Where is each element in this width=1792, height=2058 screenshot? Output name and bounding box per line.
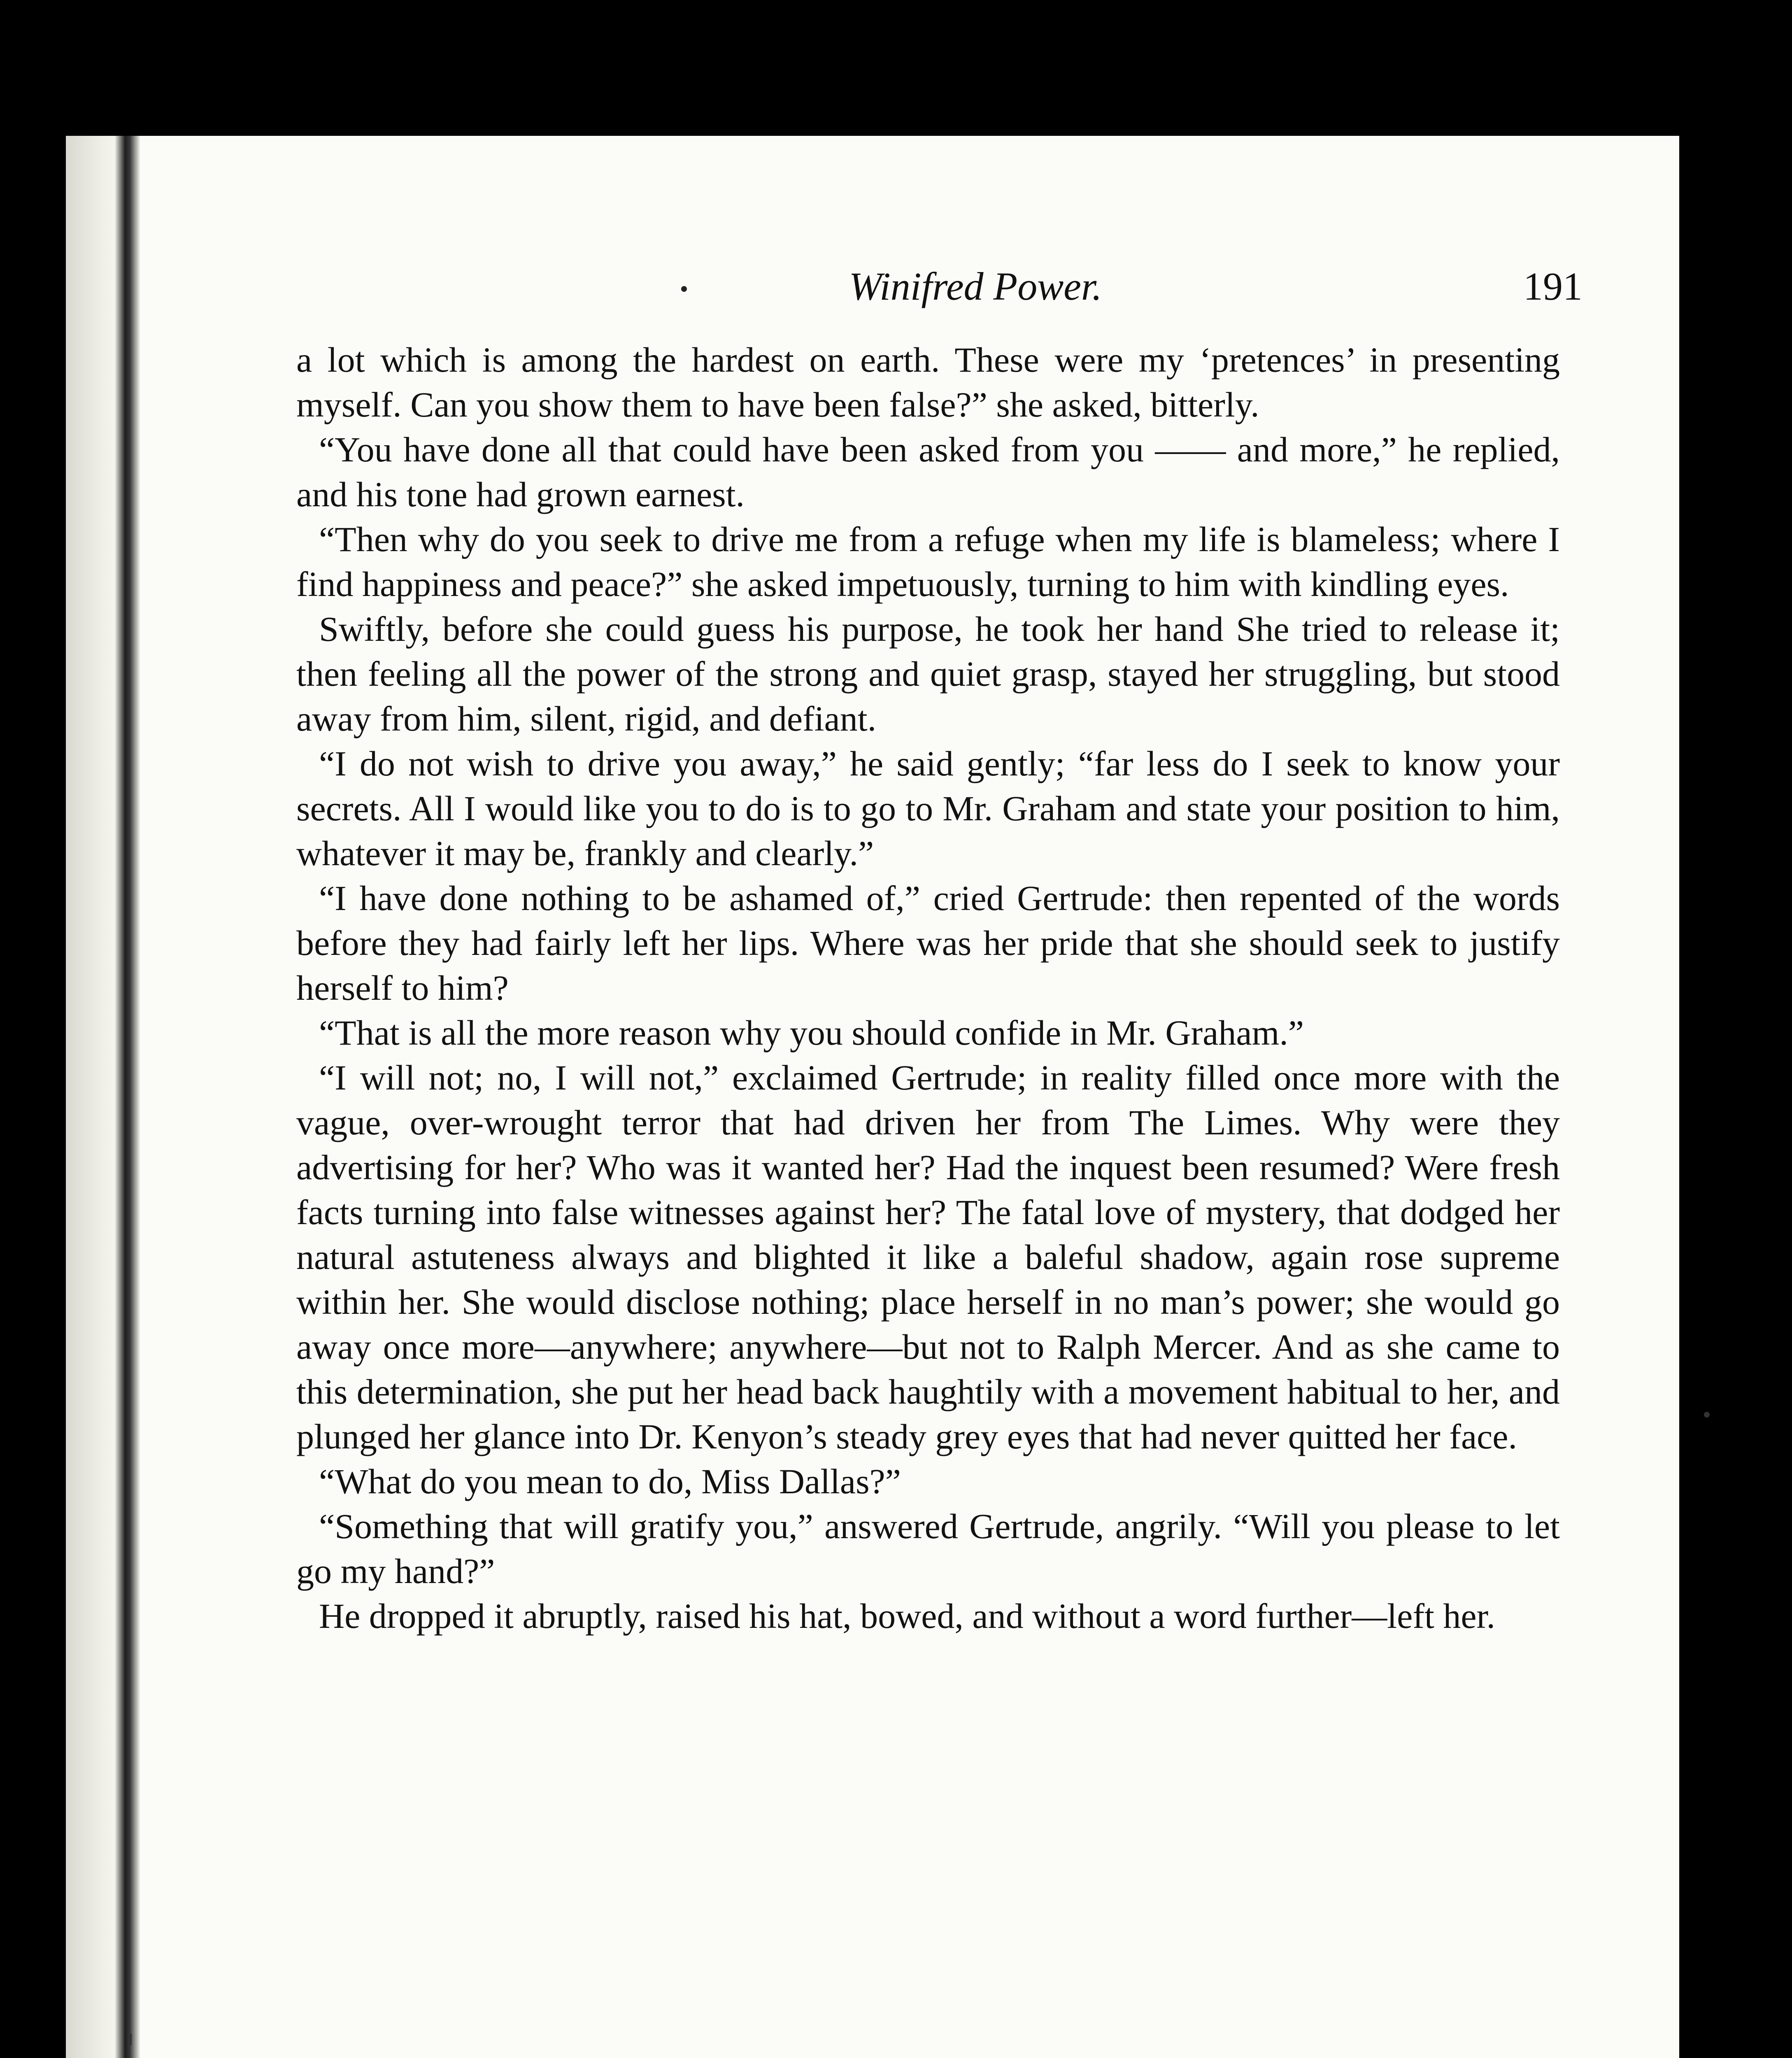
paragraph: “Something that will gratify you,” answered Gertrude, angrily. “Will you please to let go my hand?” xyxy=(296,1506,1560,1591)
print-speck xyxy=(128,2033,132,2046)
paragraph: “Then why do you seek to drive me from a refuge when my life is blameless; where I find happiness and peace?” she asked impetuously, turning to him with kindling eyes. xyxy=(296,519,1560,604)
page-number: 191 xyxy=(1523,264,1583,308)
paragraph: “That is all the more reason why you should confide in Mr. Graham.” xyxy=(319,1013,1304,1052)
binding-crease xyxy=(115,136,140,2058)
book-page xyxy=(66,136,1679,2058)
print-speck xyxy=(1704,1412,1710,1418)
paragraph: a lot which is among the hardest on earth. These were my ‘pretences’ in presenting myself. Can you show them to have been false?” she asked, bitterly. xyxy=(296,340,1560,424)
paragraph: Swiftly, before she could guess his purpose, he took her hand She tried to release it; then feeling all the power of the strong and quiet grasp, stayed her struggling, but stood away from him, silent, rigid, and defiant. xyxy=(296,609,1560,738)
paragraph: “I have done nothing to be ashamed of,” cried Gertrude: then repented of the words before they had fairly left her lips. Where was her pride that she should seek to justify herself to him? xyxy=(296,878,1560,1008)
paragraph: “What do you mean to do, Miss Dallas?” xyxy=(319,1462,901,1501)
paragraph: “I do not wish to drive you away,” he said gently; “far less do I seek to know your secrets. All I would like you to do is to go to Mr. Graham and state your position to him, whatever it may be, frankly and clearly.” xyxy=(296,744,1560,873)
paragraph: He dropped it abruptly, raised his hat, bowed, and without a word further—left her. xyxy=(319,1596,1495,1636)
paragraph: “You have done all that could have been asked from you —— and more,” he replied, and his tone had grown earnest. xyxy=(296,430,1560,514)
paragraph: “I will not; no, I will not,” exclaimed Gertrude; in reality filled once more with the vague, over-wrought terror that had driven her from The Limes. Why were they advertising for her? Who was it wanted her? Had the inquest been resumed? Were fresh facts turning into false witnesses against her? The fatal love of mystery, that dodged her natural astuteness always and blighted it like a baleful shadow, again rose supreme within her. She would disclose nothing; place herself in no man’s power; she would go away once more—anywhere; anywhere—but not to Ralph Mercer. And as she came to this determination, she put her head back haughtily with a movement habitual to her, and plunged her glance into Dr. Kenyon’s steady grey eyes that had never quitted her face. xyxy=(296,1058,1560,1456)
page-header xyxy=(368,263,1583,329)
body-text xyxy=(296,338,1560,1639)
running-title: Winifred Power. xyxy=(849,264,1102,308)
